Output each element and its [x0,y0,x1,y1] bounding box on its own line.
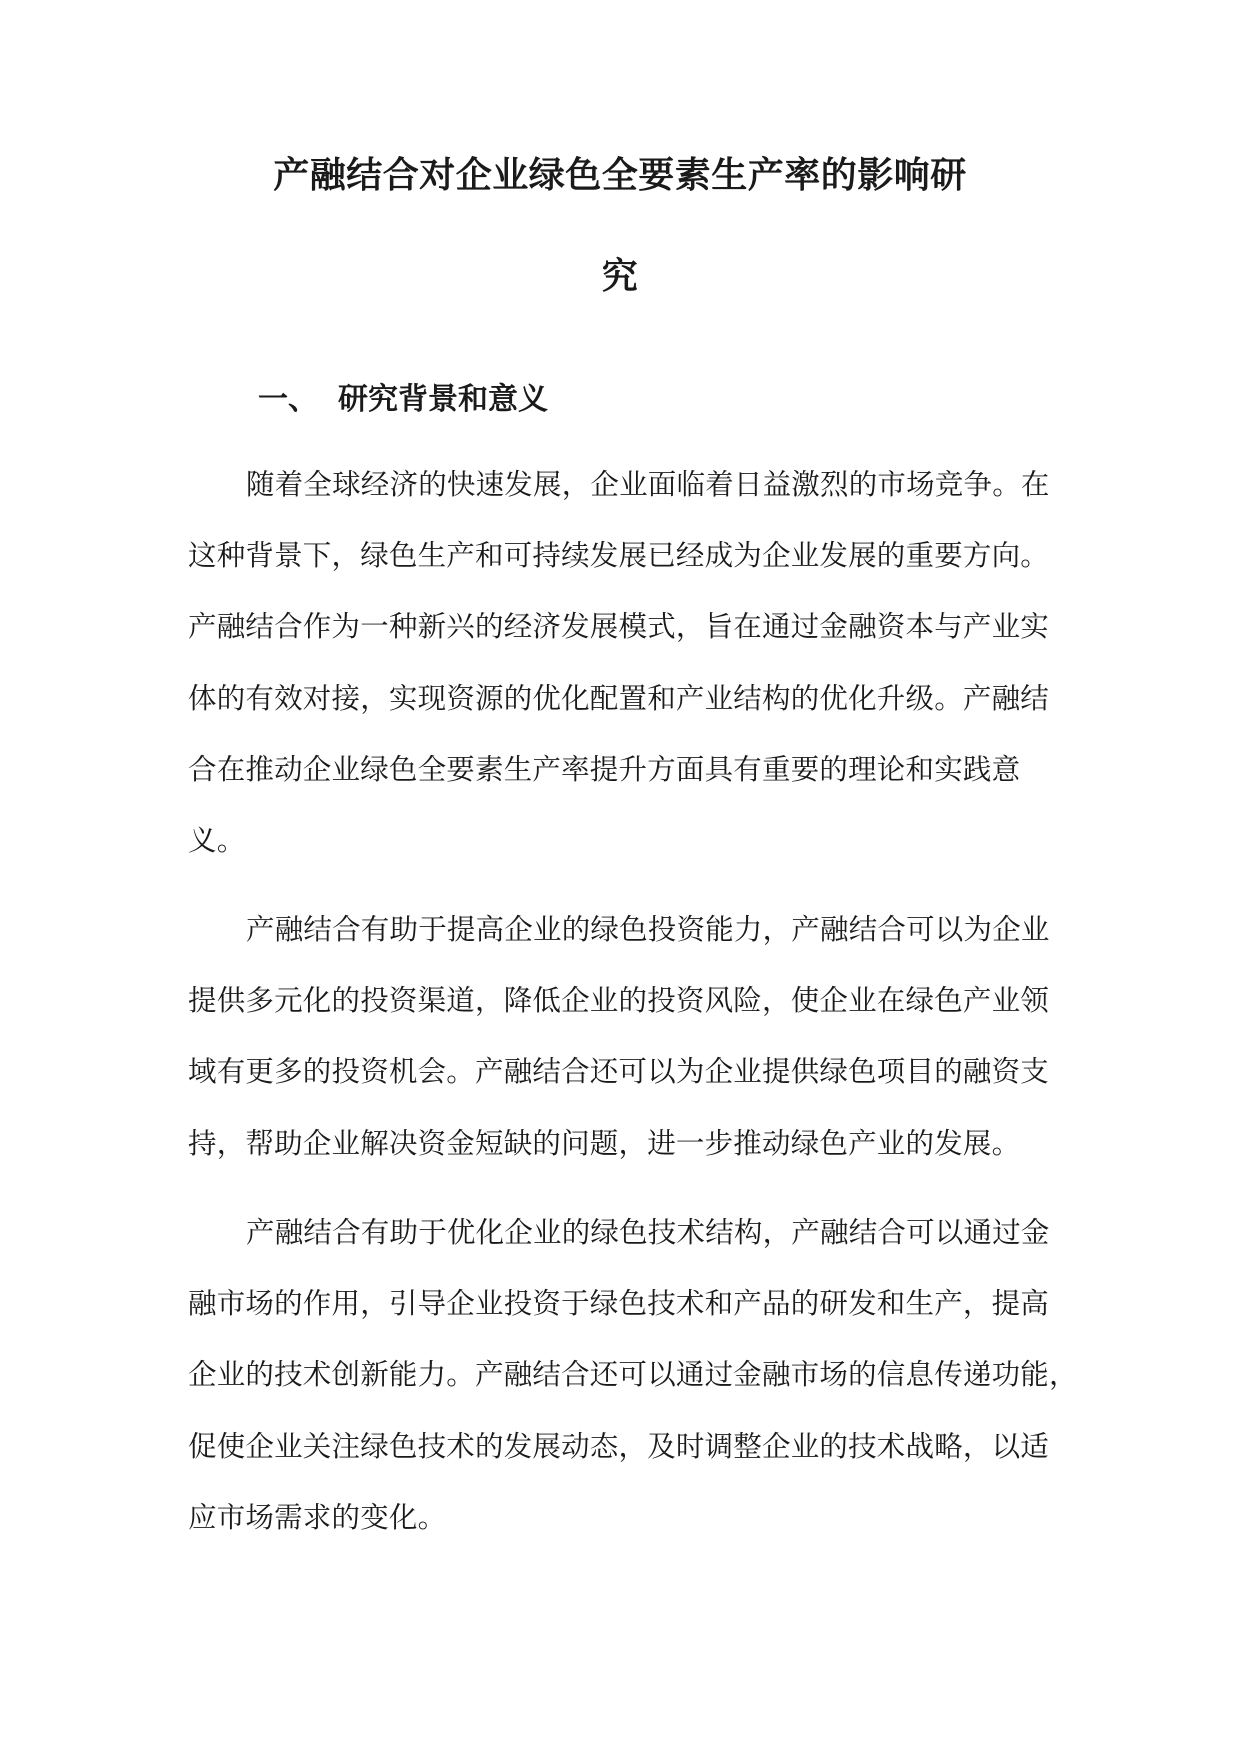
paragraph-1-line-4: 体的有效对接，实现资源的优化配置和产业结构的优化升级。产融结 [188,682,1050,715]
paragraph-2-line-3: 域有更多的投资机会。产融结合还可以为企业提供绿色项目的融资支 [188,1055,1050,1088]
paragraph-3-line-3: 企业的技术创新能力。产融结合还可以通过金融市场的信息传递功能， [188,1358,1078,1391]
paragraph-3-line-5: 应市场需求的变化。 [188,1501,447,1534]
section-number: 一、 [258,382,318,417]
document-title-line-2: 究 [601,255,639,297]
paragraph-1-line-6: 义。 [188,824,246,857]
document-title-line-1: 产融结合对企业绿色全要素生产率的影响研 [273,154,967,196]
section-title: 研究背景和意义 [338,382,548,417]
paragraph-2-line-1: 产融结合有助于提高企业的绿色投资能力，产融结合可以为企业 [246,913,1050,946]
paragraph-3-line-4: 促使企业关注绿色技术的发展动态，及时调整企业的技术战略，以适 [188,1430,1050,1463]
section-heading [258,383,548,417]
paragraph-3-line-2: 融市场的作用，引导企业投资于绿色技术和产品的研发和生产，提高 [188,1287,1050,1320]
paragraph-1-line-2: 这种背景下，绿色生产和可持续发展已经成为企业发展的重要方向。 [188,539,1050,572]
paragraph-1-line-5: 合在推动企业绿色全要素生产率提升方面具有重要的理论和实践意 [188,753,1021,786]
paragraph-3-line-1: 产融结合有助于优化企业的绿色技术结构，产融结合可以通过金 [246,1216,1050,1249]
paragraph-1-line-1: 随着全球经济的快速发展，企业面临着日益激烈的市场竞争。在 [246,468,1050,501]
paragraph-2-line-2: 提供多元化的投资渠道，降低企业的投资风险，使企业在绿色产业领 [188,984,1050,1017]
paragraph-2-line-4: 持，帮助企业解决资金短缺的问题，进一步推动绿色产业的发展。 [188,1127,1021,1160]
paragraph-1-line-3: 产融结合作为一种新兴的经济发展模式，旨在通过金融资本与产业实 [188,610,1050,643]
